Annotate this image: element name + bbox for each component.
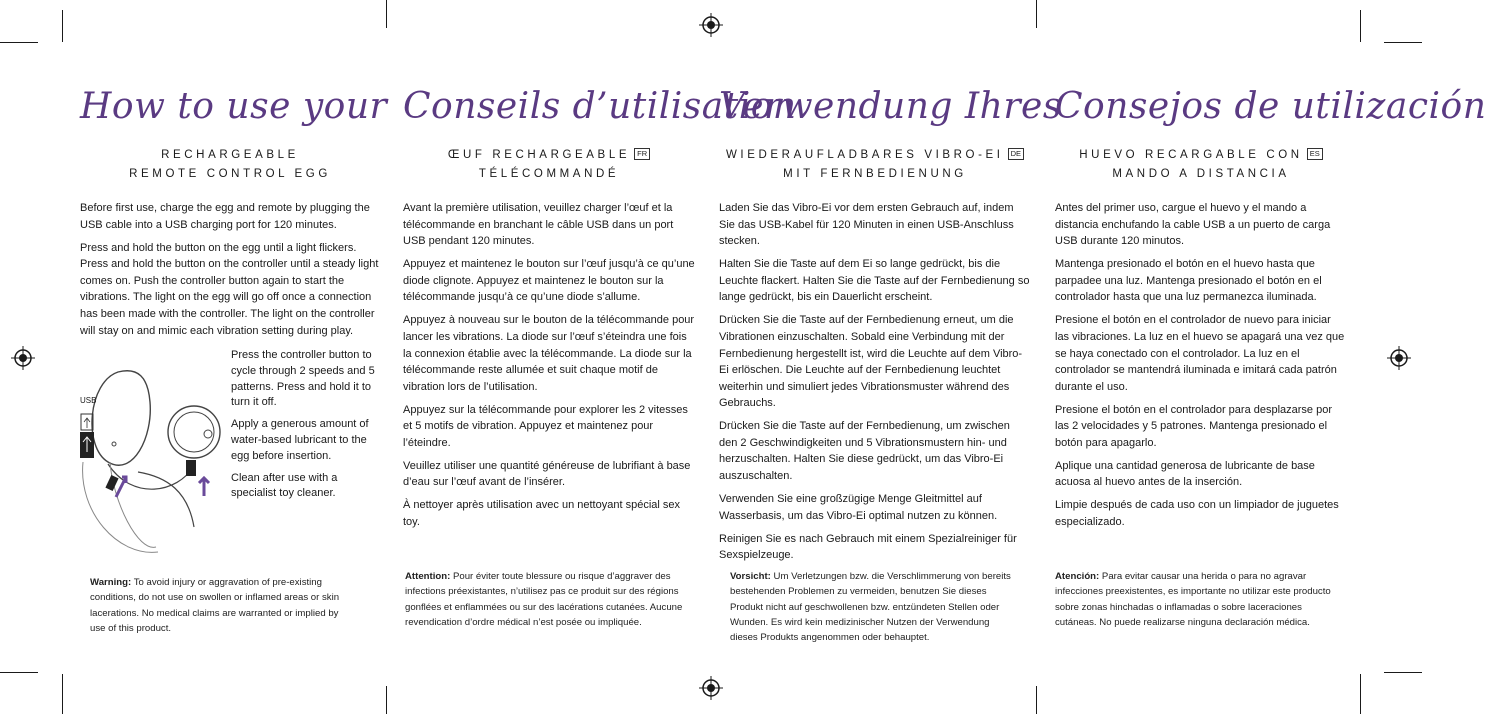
registration-mark-bottom — [699, 676, 723, 700]
warning-label: Vorsicht: — [730, 571, 771, 582]
warning-french: Attention: Pour éviter toute blessure ou risque d’aggraver des infections préexistantes, n’utilisez pas ce produit sur des régions gonflées et enflammées ou sur des lacérations cutanées. Aucune revendication d’ordre médical n’est posée ou impliquée. — [405, 571, 683, 628]
column-german — [719, 78, 1062, 570]
instructions — [80, 200, 380, 339]
paragraph: Limpie después de cada uso con un limpiador de juguetes especializado. — [1055, 499, 1339, 529]
paragraph: Appuyez et maintenez le bouton sur l’œuf jusqu’à ce qu’une diode clignote. Appuyez et maintenez le bouton sur la télécommande jusqu’à ce qu’une diode s’allume. — [403, 258, 695, 304]
paragraph: Veuillez utiliser une quantité généreuse de lubrifiant à base d’eau sur l’œuf avant de l’insérer. — [403, 459, 691, 489]
registration-mark-top — [699, 13, 723, 37]
warning-english: Warning: To avoid injury or aggravation of pre-existing conditions, do not use on swollen or inflamed areas or skin lacerations. No medical claims are warranted or implied by use of this product. — [90, 577, 340, 634]
warning-label: Attention: — [405, 571, 451, 582]
side-instructions — [231, 348, 381, 508]
column-spanish — [1055, 78, 1486, 537]
paragraph: Clean after use with a specialist toy cleaner. — [231, 471, 338, 500]
product-subtitle: RECHARGEABLE REMOTE CONTROL EGG — [129, 149, 331, 180]
paragraph: Apply a generous amount of water-based lubricant to the egg before insertion. — [231, 418, 369, 462]
product-subtitle: ŒUF RECHARGEABLE FR TÉLÉCOMMANDÉ — [403, 146, 695, 184]
script-title: Conseils d’utilisation — [403, 86, 797, 127]
product-illustration — [78, 352, 228, 557]
language-badge: ES — [1307, 148, 1323, 160]
language-badge: FR — [634, 148, 650, 160]
paragraph: Appuyez à nouveau sur le bouton de la télécommande pour lancer les vibrations. La diode sur l’œuf s’éteindra une fois la connexion établie avec la télécommande. La diode sur la télécommande reste allumée et suit chaque motif de vibration lors de l’utilisation. — [403, 314, 695, 393]
product-subtitle: HUEVO RECARGABLE CON ES MANDO A DISTANCIA — [1055, 146, 1347, 184]
product-subtitle: WIEDERAUFLADBARES VIBRO-EI DE MIT FERNBEDIENUNG — [719, 146, 1031, 184]
paragraph: Laden Sie das Vibro-Ei vor dem ersten Gebrauch auf, indem Sie das USB-Kabel für 120 Minuten in einen USB-Anschluss stecken. — [719, 202, 1014, 248]
paragraph: Presione el botón en el controlador de nuevo para iniciar las vibraciones. La luz en el huevo se apagará una vez que se haya conectado con el controlador. La luz en el controlador se mantendrá iluminada e imitará cada patrón durante el uso. — [1055, 314, 1345, 393]
paragraph: Antes del primer uso, cargue el huevo y el mando a distancia enchufando la cable USB a un puerto de carga USB durante 120 minutos. — [1055, 202, 1331, 248]
paragraph: Aplique una cantidad generosa de lubricante de base acuosa al huevo antes de la inserción. — [1055, 459, 1315, 489]
paragraph: Before first use, charge the egg and remote by plugging the USB cable into a USB charging port for 120 minutes. — [80, 202, 370, 231]
paragraph: Appuyez sur la télécommande pour explorer les 2 vitesses et 5 motifs de vibration. Appuyez et maintenez pour l’éteindre. — [403, 403, 688, 449]
registration-mark-right — [1387, 346, 1411, 370]
warning-german: Vorsicht: Um Verletzungen bzw. die Verschlimmerung von bereits bestehenden Problemen zu vermeiden, benutzen Sie dieses Produkt nicht auf geschwollenen bzw. entzündeten Stellen oder Wunden. Es wird kein medizinischer Nutzen der Verwendung dieses Produkts angenommen oder behauptet. — [730, 571, 1011, 644]
paragraph: Verwenden Sie eine großzügige Menge Gleitmittel auf Wasserbasis, um das Vibro-Ei optimal nutzen zu können. — [719, 493, 998, 522]
instructions — [719, 200, 1031, 564]
paragraph: Drücken Sie die Taste auf der Fernbedienung erneut, um die Vibrationen einzuschalten. Sobald eine Verbindung mit der Fernbedienung hergestellt ist, wird die Leuchte auf dem Vibro-Ei erlöschen. Die Leuchte auf der Fernbedienung leuchtet weiterhin und simuliert jedes Vibrationsmuster während des Gebrauchs. — [719, 314, 1023, 410]
paragraph: Drücken Sie die Taste auf der Fernbedienung, um zwischen den 2 Geschwindigkeiten und 5 Vibrationsmustern hin- und herzuschalten. Halten Sie diese gedrückt, um das Vibro-Ei auszuschalten. — [719, 420, 1010, 483]
warning-label: Warning: — [90, 577, 132, 588]
instructions — [1055, 200, 1347, 531]
paragraph: Avant la première utilisation, veuillez charger l’œuf et la télécommande en branchant le câble USB dans un port USB pendant 120 minutes. — [403, 202, 674, 248]
registration-mark-left — [11, 346, 35, 370]
paragraph: Mantenga presionado el botón en el huevo hasta que parpadee una luz. Mantenga presionado el botón en el controlador hasta que una luz permanezca iluminada. — [1055, 258, 1322, 304]
column-english — [80, 78, 388, 346]
script-title: How to use your — [80, 86, 388, 127]
paragraph: Press and hold the button on the egg until a light flickers. Press and hold the button on the controller until a steady light comes on. Push the controller button again to start the vibrations. The light on the egg will go off once a connection has been made with the controller. The light on the controller will stay on and mimic each vibration setting during play. — [80, 241, 379, 337]
warning-spanish: Atención: Para evitar causar una herida o para no agravar infecciones preexistentes, es importante no utilizar este producto sobre zonas hinchadas o inflamadas o sobre laceraciones cutáneas. No puede realizarse ninguna declaración médica. — [1055, 571, 1331, 628]
script-title: Consejos de utilización — [1055, 86, 1486, 127]
paragraph: Press the controller button to cycle through 2 speeds and 5 patterns. Press and hold it to turn it off. — [231, 349, 375, 409]
instructions — [403, 200, 695, 531]
paragraph: Reinigen Sie es nach Gebrauch mit einem Spezialreiniger für Sexspielzeuge. — [719, 532, 1017, 562]
paragraph: À nettoyer après utilisation avec un nettoyant spécial sex toy. — [403, 499, 680, 529]
paragraph: Presione el botón en el controlador para desplazarse por las 2 velocidades y 5 patrones. Mantenga presionado el botón para apagarlo. — [1055, 403, 1333, 449]
warning-label: Atención: — [1055, 571, 1100, 582]
column-french — [403, 78, 797, 537]
paragraph: Halten Sie die Taste auf dem Ei so lange gedrückt, bis die Leuchte flackert. Halten Sie die Taste auf der Fernbedienung so lange gedrückt, bis ein Dauerlicht erscheint. — [719, 258, 1030, 304]
language-badge: DE — [1008, 148, 1024, 160]
script-title: Verwendung Ihres — [719, 86, 1062, 127]
usb-label: USB — [80, 396, 97, 405]
